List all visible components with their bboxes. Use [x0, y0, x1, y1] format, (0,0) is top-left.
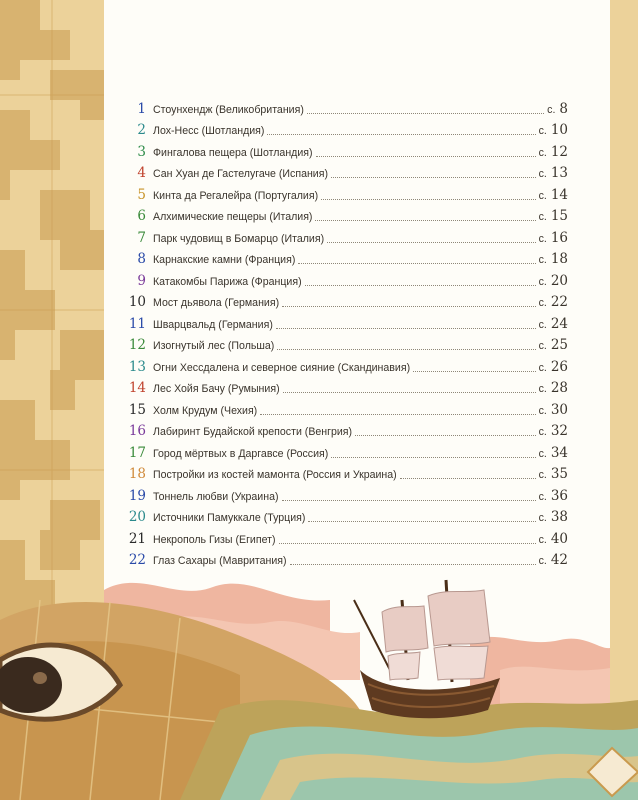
toc-entry-page [539, 509, 568, 526]
toc-entry-page [539, 122, 568, 139]
page-prefix: с. [538, 361, 547, 374]
toc-entry-number: 9 [137, 272, 146, 289]
dot-leader [321, 198, 535, 200]
toc-entry [118, 290, 568, 312]
toc-entry [118, 397, 568, 419]
toc-entry-number: 5 [137, 186, 146, 203]
page-prefix: с. [538, 469, 547, 481]
toc-entry-number: 13 [128, 358, 146, 375]
toc-entry-title: Мост дьявола (Германия) [153, 297, 280, 309]
toc-entry-title: Некрополь Гизы (Египет) [153, 533, 276, 546]
toc-entry [118, 419, 568, 441]
dot-leader [260, 413, 535, 415]
toc-entry-page [539, 251, 568, 268]
toc-entry [118, 333, 568, 355]
toc-entry-page [539, 273, 568, 290]
page-prefix: с. [538, 512, 547, 524]
page-number: 8 [559, 100, 568, 117]
dot-leader [413, 370, 535, 372]
page-prefix: с. [547, 103, 556, 116]
page-number: 20 [550, 272, 568, 289]
dot-leader [276, 327, 536, 329]
toc-entry [118, 483, 568, 505]
toc-entry-title: Алхимические пещеры (Италия) [153, 211, 313, 223]
toc-entry-number: 8 [137, 251, 146, 267]
page-number: 13 [550, 165, 568, 181]
toc-entry-title: Лох-Несс (Шотландия) [153, 125, 265, 137]
dot-leader [400, 477, 536, 479]
toc-entry-page [539, 359, 568, 376]
toc-entry-page [539, 531, 568, 548]
page-prefix: с. [538, 383, 547, 395]
page-number: 28 [550, 380, 568, 396]
toc-entry-number: 14 [128, 380, 146, 396]
toc-entry-title: Лабиринт Будайской крепости (Венгрия) [153, 426, 353, 438]
page-number: 42 [550, 552, 568, 568]
toc-entry-number: 22 [128, 552, 146, 568]
page-number: 25 [550, 337, 568, 353]
page-number: 26 [550, 358, 568, 375]
toc-entry [118, 311, 568, 333]
page-prefix: с. [538, 297, 547, 309]
toc-entry-page [539, 445, 568, 462]
toc-entry [118, 204, 568, 226]
sailing-ship [354, 580, 500, 718]
dot-leader [267, 133, 535, 135]
page-prefix: с. [538, 254, 547, 266]
table-of-contents [118, 96, 568, 569]
page-number: 32 [550, 423, 568, 439]
page-number: 24 [550, 315, 568, 332]
toc-entry [118, 247, 568, 269]
dot-leader [331, 176, 536, 178]
toc-entry [118, 225, 568, 247]
dot-leader [355, 434, 535, 436]
toc-entry [118, 139, 568, 161]
ship-illustration [0, 560, 638, 800]
toc-entry-title: Стоунхендж (Великобритания) [153, 103, 304, 116]
toc-entry [118, 505, 568, 527]
toc-entry-number: 12 [128, 337, 146, 353]
toc-entry-number: 20 [128, 509, 146, 525]
toc-entry-title: Катакомбы Парижа (Франция) [153, 275, 302, 288]
toc-entry-number: 18 [128, 466, 146, 482]
toc-entry-number: 16 [128, 423, 146, 439]
dot-leader [316, 155, 536, 157]
dot-leader [308, 520, 535, 522]
toc-entry-page [547, 101, 568, 118]
page-prefix: с. [538, 189, 547, 202]
toc-entry-page [539, 187, 568, 204]
toc-entry-title: Глаз Сахары (Мавритания) [153, 555, 287, 567]
page-number: 14 [550, 186, 568, 203]
dot-leader [282, 305, 535, 307]
toc-entry [118, 376, 568, 398]
dot-leader [305, 284, 536, 286]
page-number: 34 [550, 444, 568, 461]
toc-entry [118, 462, 568, 484]
toc-entry-title: Шварцвальд (Германия) [153, 318, 273, 331]
page-prefix: с. [538, 404, 547, 417]
dot-leader [279, 542, 536, 544]
toc-entry-page [539, 144, 568, 161]
page-prefix: с. [538, 211, 547, 223]
toc-entry-title: Парк чудовищ в Бомарцо (Италия) [153, 232, 325, 245]
mosaic-pattern [0, 0, 104, 620]
toc-entry-number: 17 [128, 444, 146, 461]
page-prefix: с. [538, 447, 547, 460]
toc-entry [118, 440, 568, 462]
page-number: 35 [550, 466, 568, 482]
page-prefix: с. [538, 555, 547, 567]
page-prefix: с. [538, 275, 547, 288]
toc-entry-number: 21 [128, 530, 146, 547]
dot-leader [307, 112, 544, 114]
page-number: 22 [550, 294, 568, 310]
toc-entry-number: 10 [128, 294, 146, 310]
toc-entry-number: 11 [128, 315, 146, 332]
toc-entry [118, 268, 568, 290]
page-number: 38 [550, 509, 568, 525]
toc-entry-number: 3 [137, 143, 146, 160]
toc-entry-page [539, 402, 568, 419]
toc-entry-page [539, 488, 568, 505]
page-number: 10 [550, 122, 568, 138]
page-prefix: с. [538, 232, 547, 245]
toc-entry [118, 161, 568, 183]
toc-entry-page [539, 466, 568, 483]
toc-entry-title: Фингалова пещера (Шотландия) [153, 146, 313, 159]
page-number: 16 [550, 229, 568, 246]
page-prefix: с. [538, 168, 547, 180]
toc-entry-number: 6 [137, 208, 146, 224]
toc-entry-title: Источники Памуккале (Турция) [153, 512, 306, 524]
toc-entry [118, 354, 568, 376]
page-prefix: с. [538, 533, 547, 546]
toc-entry-page [539, 423, 568, 440]
toc-entry [118, 182, 568, 204]
dot-leader [331, 456, 535, 458]
toc-entry-page [539, 316, 568, 333]
toc-entry-title: Постройки из костей мамонта (Россия и Украина) [153, 469, 397, 481]
dot-leader [315, 219, 535, 221]
toc-entry-page [539, 380, 568, 397]
toc-entry-number: 1 [137, 100, 146, 117]
toc-entry-page [539, 230, 568, 247]
page-number: 40 [550, 530, 568, 547]
toc-entry-number: 2 [137, 122, 146, 138]
page-prefix: с. [538, 340, 547, 352]
toc-entry-title: Город мёртвых в Даргавсе (Россия) [153, 447, 329, 460]
page-number: 36 [550, 487, 568, 504]
toc-entry-title: Кинта да Регалейра (Португалия) [153, 189, 319, 202]
toc-entry [118, 118, 568, 140]
toc-entry-page [539, 208, 568, 225]
page-number: 18 [550, 251, 568, 267]
toc-entry-number: 19 [128, 487, 146, 504]
toc-entry-title: Огни Хессдалена и северное сияние (Скандинавия) [153, 361, 411, 374]
toc-entry-title: Сан Хуан де Гастелугаче (Испания) [153, 168, 328, 180]
dot-leader [327, 241, 535, 243]
toc-entry-title: Изогнутый лес (Польша) [153, 340, 275, 352]
page-number: 30 [550, 401, 568, 418]
toc-entry [118, 526, 568, 548]
toc-entry-number: 4 [137, 165, 146, 181]
toc-entry-title: Лес Хойя Бачу (Румыния) [153, 383, 280, 395]
page-prefix: с. [538, 318, 547, 331]
toc-entry-page [539, 165, 568, 182]
toc-entry-title: Холм Крудум (Чехия) [153, 404, 258, 417]
page-prefix: с. [538, 125, 547, 137]
dot-leader [282, 499, 536, 501]
page-prefix: с. [538, 426, 547, 438]
page-prefix: с. [538, 146, 547, 159]
toc-entry-page [539, 337, 568, 354]
page-number: 15 [550, 208, 568, 224]
toc-entry-page [539, 294, 568, 311]
toc-entry-number: 15 [128, 401, 146, 418]
dot-leader [298, 262, 535, 264]
toc-entry [118, 96, 568, 118]
toc-entry-number: 7 [137, 229, 146, 246]
toc-entry-title: Тоннель любви (Украина) [153, 490, 279, 503]
dot-leader [277, 348, 535, 350]
page-prefix: с. [538, 490, 547, 503]
page-number: 12 [550, 143, 568, 160]
dot-leader [283, 391, 536, 393]
toc-entry-title: Карнакские камни (Франция) [153, 254, 296, 266]
